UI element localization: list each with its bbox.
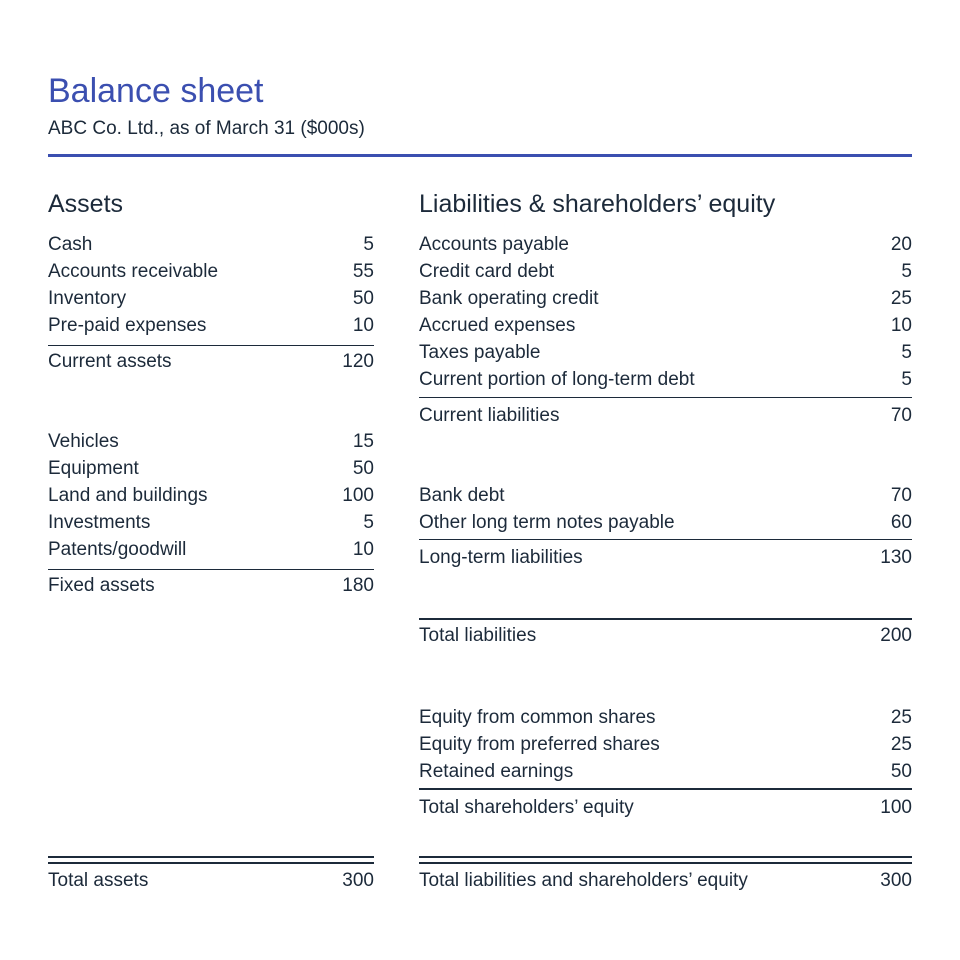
total-value: 300 [880,869,912,891]
longterm-liabilities-list [419,482,912,536]
subtotal-divider [48,345,374,346]
longterm-liabilities-total [419,544,912,571]
total-value: 100 [880,796,912,818]
item-value: 50 [890,760,912,782]
current-liabilities-list [419,231,912,393]
total-label: Total assets [48,869,149,891]
item-label: Bank operating credit [419,287,599,309]
list-item [48,231,374,258]
item-value: 10 [352,538,374,560]
list-item [419,339,912,366]
list-item [419,731,912,758]
total-label: Fixed assets [48,574,155,596]
item-label: Accounts receivable [48,260,219,282]
list-item [48,258,374,285]
item-value: 100 [342,484,374,506]
item-value: 25 [890,706,912,728]
list-item [419,231,912,258]
total-liabilities-and-equity [419,867,912,894]
item-value: 5 [901,260,912,282]
item-label: Accounts payable [419,233,569,255]
page-subtitle: ABC Co. Ltd., as of March 31 ($000s) [48,118,365,139]
header-divider [48,154,912,157]
list-item [419,285,912,312]
subtotal-divider [419,539,912,540]
item-value: 5 [363,511,374,533]
list-item [48,509,374,536]
total-label: Current assets [48,350,172,372]
item-value: 20 [890,233,912,255]
item-label: Retained earnings [419,760,574,782]
item-label: Taxes payable [419,341,541,363]
current-assets-list [48,231,374,339]
page-title: Balance sheet [48,72,264,110]
total-label: Total shareholders’ equity [419,796,634,818]
list-item [48,536,374,563]
item-value: 5 [901,341,912,363]
item-value: 10 [890,314,912,336]
total-value: 70 [890,404,912,426]
assets-heading: Assets [48,190,124,218]
list-item [48,455,374,482]
list-item [419,758,912,785]
item-label: Equity from preferred shares [419,733,660,755]
item-value: 15 [352,430,374,452]
list-item [419,366,912,393]
total-label: Total liabilities and shareholders’ equity [419,869,748,891]
list-item [48,428,374,455]
total-label: Current liabilities [419,404,560,426]
item-label: Credit card debt [419,260,555,282]
total-value: 200 [880,624,912,646]
item-value: 70 [890,484,912,506]
item-label: Inventory [48,287,127,309]
list-item [419,258,912,285]
grand-total-divider [419,856,912,864]
item-label: Land and buildings [48,484,208,506]
current-liabilities-total [419,402,912,429]
item-value: 60 [890,511,912,533]
list-item [48,312,374,339]
item-label: Bank debt [419,484,505,506]
list-item [419,704,912,731]
total-label: Long-term liabilities [419,546,583,568]
fixed-assets-list [48,428,374,563]
item-label: Current portion of long-term debt [419,368,695,390]
grand-total-divider [48,856,374,864]
item-label: Pre-paid expenses [48,314,207,336]
subtotal-divider [419,397,912,398]
total-value: 130 [880,546,912,568]
list-item [419,509,912,536]
total-liabilities-divider [419,618,912,620]
list-item [48,482,374,509]
item-value: 10 [352,314,374,336]
item-label: Other long term notes payable [419,511,675,533]
item-label: Patents/goodwill [48,538,187,560]
equity-divider [419,788,912,790]
item-value: 25 [890,733,912,755]
equity-list [419,704,912,785]
total-label: Total liabilities [419,624,537,646]
total-assets [48,867,374,894]
fixed-assets-total [48,572,374,599]
list-item [48,285,374,312]
total-value: 300 [342,869,374,891]
total-liabilities [419,622,912,649]
item-value: 50 [352,287,374,309]
total-equity [419,794,912,821]
total-value: 120 [342,350,374,372]
item-label: Cash [48,233,93,255]
list-item [419,482,912,509]
item-value: 50 [352,457,374,479]
item-value: 5 [363,233,374,255]
item-value: 55 [352,260,374,282]
item-label: Equity from common shares [419,706,656,728]
item-value: 5 [901,368,912,390]
current-assets-total [48,348,374,375]
liabilities-heading: Liabilities & shareholders’ equity [419,190,776,218]
item-label: Investments [48,511,151,533]
item-label: Vehicles [48,430,119,452]
total-value: 180 [342,574,374,596]
item-value: 25 [890,287,912,309]
item-label: Accrued expenses [419,314,576,336]
list-item [419,312,912,339]
subtotal-divider [48,569,374,570]
item-label: Equipment [48,457,139,479]
